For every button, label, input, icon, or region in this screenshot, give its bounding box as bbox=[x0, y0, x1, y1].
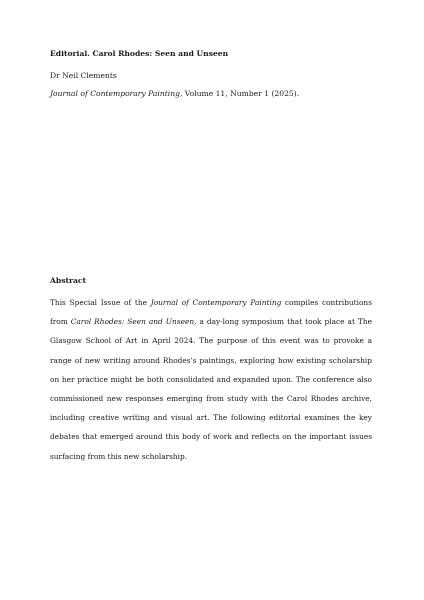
citation-journal: Journal of Contemporary Painting bbox=[50, 89, 180, 98]
author-name: Dr Neil Clements bbox=[50, 71, 117, 80]
abstract-text-part: compiles contributions from bbox=[50, 298, 372, 327]
document-title: Editorial. Carol Rhodes: Seen and Unseen bbox=[50, 49, 229, 58]
abstract-journal-title: Journal of Contemporary Painting bbox=[150, 298, 282, 307]
abstract-text-part: , a day-long symposium that took place at The Glasgow School of Art in April 2024. The purpose of this event was to provoke a range of new writing around Rhodes's paintings, exploring how existing scholarship on her practice might be both consolidated and expanded upon. The conference also commissioned new responses emerging from study with the Carol Rhodes archive, including creative writing and visual art. The following editorial examines the key debates that emerged around this body of work and reflects on the important issues surfacing from this new scholarship. bbox=[50, 317, 372, 461]
abstract-event-title: Carol Rhodes: Seen and Unseen bbox=[70, 317, 195, 327]
citation bbox=[50, 89, 299, 98]
citation-details: , Volume 11, Number 1 (2025). bbox=[179, 89, 300, 98]
abstract-heading: Abstract bbox=[50, 276, 87, 285]
abstract-text bbox=[50, 293, 372, 466]
abstract-text-part: This Special Issue of the bbox=[50, 298, 151, 307]
